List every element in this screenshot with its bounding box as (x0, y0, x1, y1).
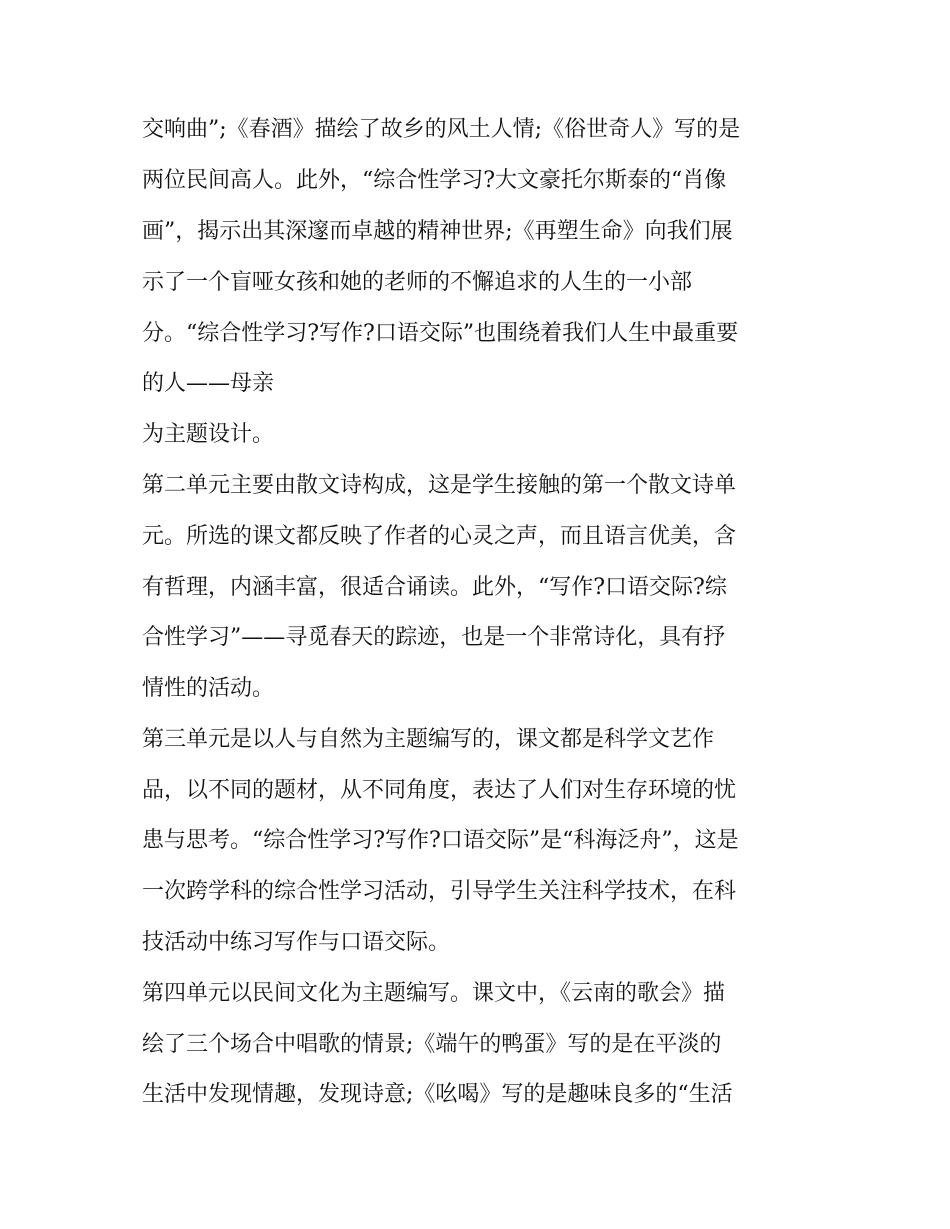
text-line: 交响曲”;《春酒》描绘了故乡的风土人情;《俗世奇人》写的是 (142, 117, 741, 142)
text-line: 绘了三个场合中唱歌的情景;《端午的鸭蛋》写的是在平淡的 (142, 1032, 722, 1057)
text-line: 示了一个盲哑女孩和她的老师的不懈追求的人生的一小部 (142, 270, 693, 295)
text-line: 分。“综合性学习?写作?口语交际”也围绕着我们人生中最重要 (142, 321, 739, 346)
text-line: 两位民间高人。此外，“综合性学习?大文豪托尔斯泰的“肖像 (142, 168, 727, 193)
text-line: 第四单元以民间文化为主题编写。课文中，《云南的歌会》描 (142, 981, 726, 1006)
text-line: 第三单元是以人与自然为主题编写的，课文都是科学文艺作 (142, 727, 715, 752)
text-line: 品，以不同的题材，从不同角度，表达了人们对生存环境的忧 (142, 778, 737, 803)
text-line: 技活动中练习写作与口语交际。 (142, 930, 451, 955)
text-line: 情性的活动。 (142, 676, 275, 701)
text-line: 有哲理，内涵丰富，很适合诵读。此外，“写作?口语交际?综 (142, 575, 727, 600)
text-line: 第二单元主要由散文诗构成，这是学生接触的第一个散文诗单 (142, 473, 737, 498)
text-line: 患与思考。“综合性学习?写作?口语交际”是“科海泛舟”，这是 (142, 828, 739, 853)
text-line: 生活中发现情趣，发现诗意;《吆喝》写的是趣味良多的“生活 (142, 1082, 733, 1107)
text-line: 的人——母亲 (142, 371, 275, 396)
text-line: 合性学习”——寻觅春天的踪迹，也是一个非常诗化，具有抒 (142, 625, 726, 650)
text-line: 元。所选的课文都反映了作者的心灵之声，而且语言优美，含 (142, 524, 737, 549)
text-line: 一次跨学科的综合性学习活动，引导学生关注科学技术，在科 (142, 879, 737, 904)
text-line: 画”，揭示出其深邃而卓越的精神世界;《再塑生命》向我们展 (142, 219, 733, 244)
text-line: 为主题设计。 (142, 422, 275, 447)
